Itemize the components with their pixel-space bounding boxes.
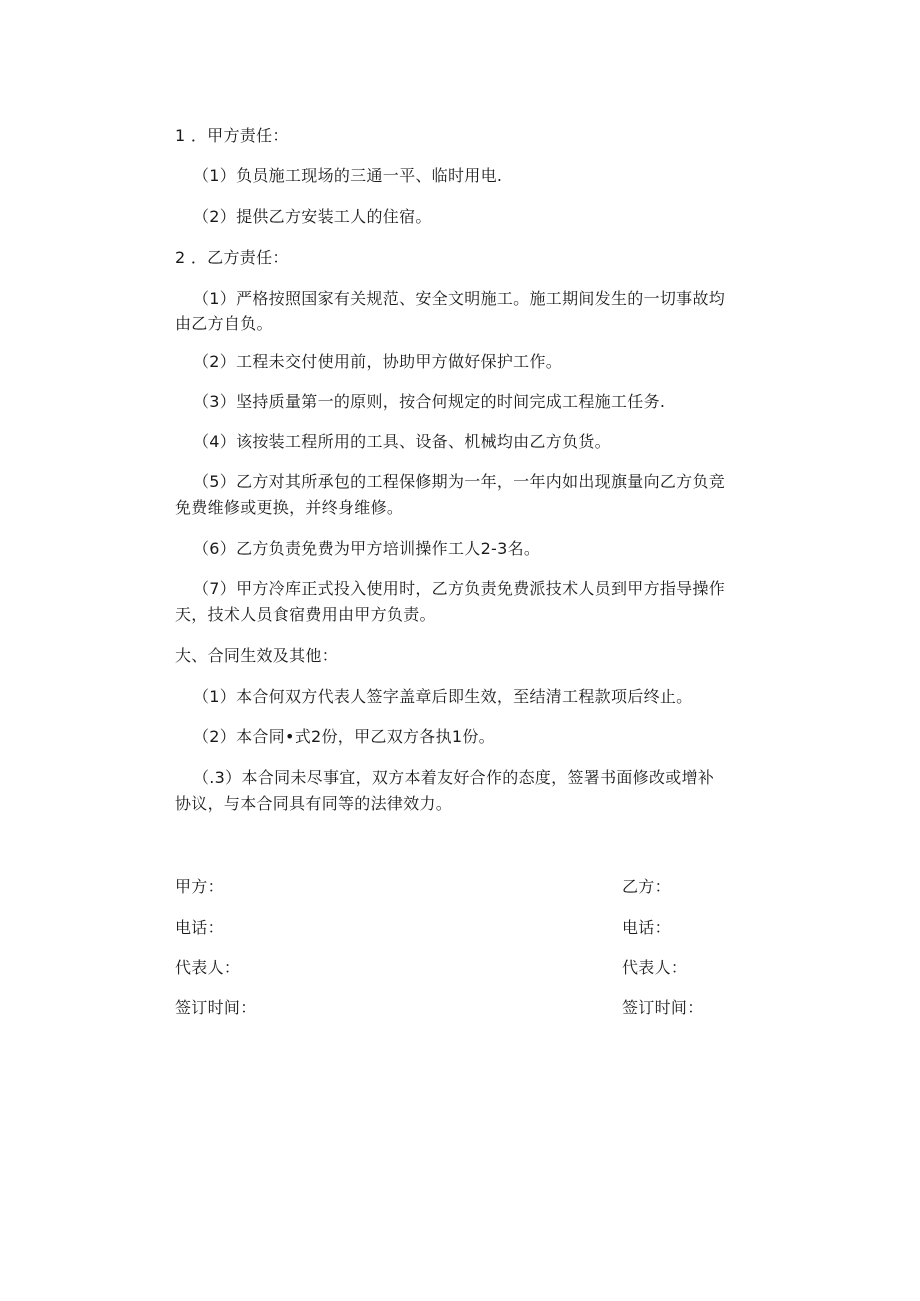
party-b-item-1-cont: 由乙方自负。 <box>175 314 273 333</box>
party-b-item-1: （1）严格按照国家有关规范、安全文明施工。施工期间发生的一切事故均 <box>193 289 726 308</box>
party-b-heading: 2 ．乙方责任： <box>175 248 289 267</box>
signature-phone-a: 电话： <box>175 918 224 937</box>
party-a-heading: 1 ．甲方责任： <box>175 126 289 145</box>
party-b-item-2: （2）工程未交付使用前，协助甲方做好保护工作。 <box>193 352 563 371</box>
party-b-item-3: （3）坚持质量第一的原则，按合何规定的时间完成工程施工任务. <box>193 392 666 411</box>
signature-party-b: 乙方： <box>622 877 671 896</box>
party-b-item-5: （5）乙方对其所承包的工程保修期为一年，一年内如出现旗量向乙方负竞 <box>193 472 726 491</box>
party-b-item-5-cont: 免费维修或更换，并终身维修。 <box>175 498 404 517</box>
party-a-item-2: （2）提供乙方安装工人的住宿。 <box>193 207 432 226</box>
signature-representative-b: 代表人： <box>622 958 688 977</box>
section-six-item-3-cont: 协议，与本合同具有同等的法律效力。 <box>175 794 453 813</box>
signature-date-b: 签订时间： <box>622 998 704 1017</box>
party-b-item-4: （4）该按装工程所用的工具、设备、机械均由乙方负货。 <box>193 432 611 451</box>
party-b-item-7-cont: 天，技术人员食宿费用由甲方负责。 <box>175 605 436 624</box>
section-six-heading: 大、合同生效及其他： <box>175 646 339 665</box>
signature-party-a: 甲方： <box>175 877 224 896</box>
party-a-item-1: （1）负员施工现场的三通一平、临时用电. <box>193 166 503 185</box>
section-six-item-1: （1）本合何双方代表人签字盖章后即生效，至结清工程款项后终止。 <box>193 687 693 706</box>
section-six-item-3: （.3）本合同未尽事宜，双方本着友好合作的态度，签署书面修改或增补 <box>193 768 715 787</box>
signature-representative-a: 代表人： <box>175 958 241 977</box>
signature-date-a: 签订时间： <box>175 998 257 1017</box>
party-b-item-7: （7）甲方冷库正式投入使用时，乙方负责免费派技术人员到甲方指导操作 <box>193 579 726 598</box>
section-six-item-2: （2）本合同•式2份，甲乙双方各执1份。 <box>193 727 495 746</box>
signature-phone-b: 电话： <box>622 918 671 937</box>
party-b-item-6: （6）乙方负责免费为甲方培训操作工人2-3名。 <box>193 539 541 558</box>
